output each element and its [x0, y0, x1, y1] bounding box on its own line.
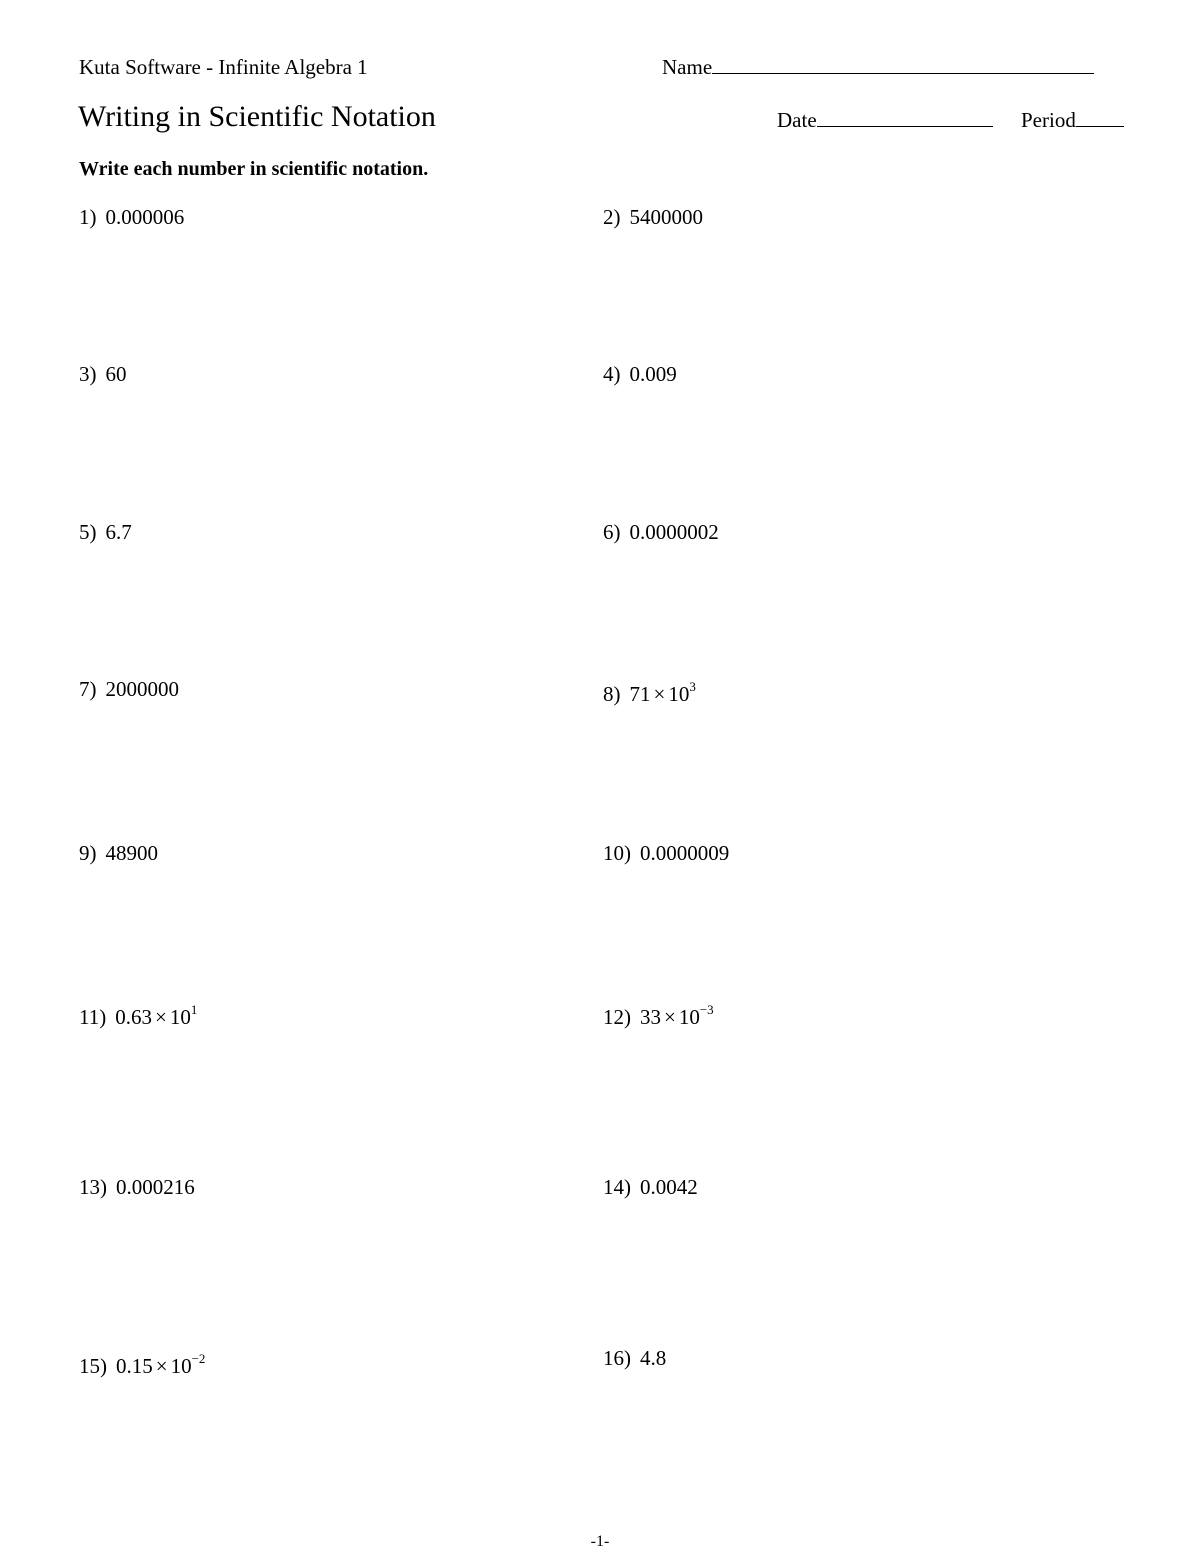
date-label: Date	[777, 108, 817, 132]
problem-value: 0.0000009	[640, 841, 730, 865]
power-base: 10	[678, 1005, 700, 1029]
problem-value: 71	[629, 682, 651, 706]
problem-number: 2)	[603, 205, 621, 229]
problem-2	[603, 205, 703, 230]
page-number: -1-	[590, 1533, 610, 1550]
power-base: 10	[170, 1354, 192, 1378]
times-sign: ×	[664, 1005, 676, 1029]
problem-value: 4.8	[640, 1346, 667, 1370]
problem-6	[603, 520, 719, 545]
problem-5	[79, 520, 132, 545]
name-field	[662, 55, 1094, 80]
power-exponent: −3	[699, 1002, 714, 1017]
problem-value: 33	[640, 1005, 661, 1029]
period-label: Period	[1021, 108, 1076, 132]
period-field	[1021, 108, 1124, 133]
period-blank	[1076, 108, 1124, 127]
problem-value: 0.0000002	[629, 520, 719, 544]
problem-number: 1)	[79, 205, 97, 229]
problem-11	[79, 1004, 197, 1030]
times-sign: ×	[155, 1354, 168, 1378]
problem-number: 11)	[79, 1005, 107, 1029]
worksheet-title: Writing in Scientific Notation	[78, 100, 436, 133]
power-base: 10	[668, 682, 690, 706]
publisher-line: Kuta Software - Infinite Algebra 1	[79, 55, 368, 79]
problem-10	[603, 841, 729, 866]
problem-value: 0.0042	[640, 1175, 698, 1199]
problem-number: 14)	[603, 1175, 631, 1199]
name-blank	[712, 55, 1094, 74]
problem-16	[603, 1346, 666, 1371]
power-base: 10	[169, 1005, 191, 1029]
times-sign: ×	[653, 682, 666, 706]
problem-value: 0.000006	[105, 205, 185, 229]
times-sign: ×	[154, 1005, 167, 1029]
problem-8	[603, 681, 696, 707]
problem-number: 4)	[603, 362, 621, 386]
problem-4	[603, 362, 677, 387]
problem-number: 8)	[603, 682, 621, 706]
problem-value: 0.009	[629, 362, 677, 386]
instructions: Write each number in scientific notation.	[79, 158, 429, 180]
problem-13	[79, 1175, 195, 1200]
problem-value: 5400000	[629, 205, 703, 229]
problem-value: 6.7	[105, 520, 132, 544]
problem-number: 3)	[79, 362, 97, 386]
problem-number: 5)	[79, 520, 97, 544]
problem-number: 13)	[79, 1175, 107, 1199]
problem-9	[79, 841, 158, 866]
problem-15	[79, 1353, 205, 1379]
problem-number: 16)	[603, 1346, 631, 1370]
problem-number: 7)	[79, 677, 97, 701]
problem-14	[603, 1175, 698, 1200]
problem-12	[603, 1004, 714, 1030]
power-exponent: 1	[190, 1002, 198, 1017]
problem-value: 0.15	[116, 1354, 153, 1378]
problem-value: 0.63	[115, 1005, 152, 1029]
problem-value: 60	[105, 362, 127, 386]
problem-7	[79, 677, 179, 702]
problem-number: 10)	[603, 841, 631, 865]
date-blank	[817, 108, 993, 127]
power-exponent: −2	[191, 1351, 206, 1366]
problem-number: 15)	[79, 1354, 107, 1378]
problem-1	[79, 205, 184, 230]
problem-value: 2000000	[105, 677, 179, 701]
date-field	[777, 108, 993, 133]
problem-value: 0.000216	[116, 1175, 195, 1199]
power-exponent: 3	[689, 679, 696, 694]
problem-number: 9)	[79, 841, 97, 865]
problem-number: 12)	[603, 1005, 631, 1029]
problem-3	[79, 362, 127, 387]
name-label: Name	[662, 55, 713, 79]
problem-value: 48900	[105, 841, 158, 865]
problem-number: 6)	[603, 520, 621, 544]
